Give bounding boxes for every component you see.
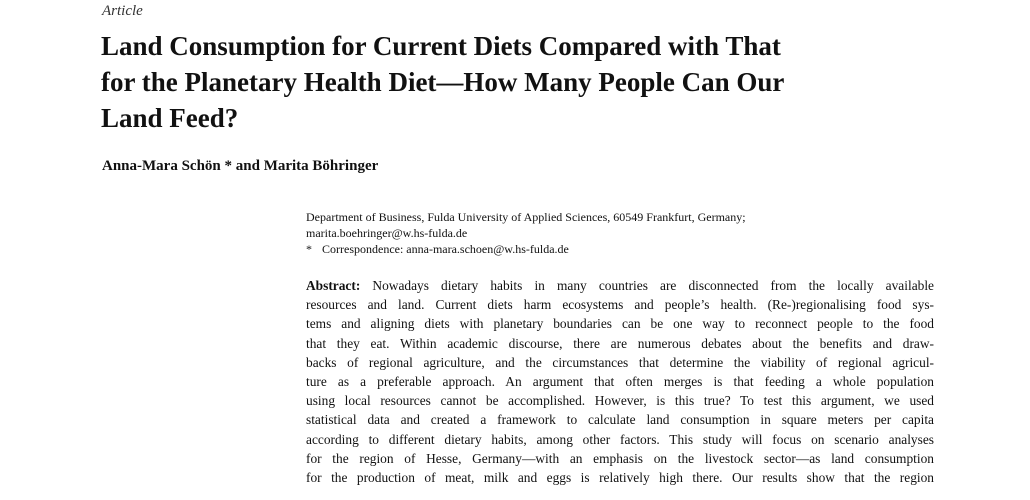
title-line: Land Feed?	[101, 103, 239, 133]
abstract-line: for the region of Hesse, Germany—with an emphasis on the livestock sector—as land consumption	[306, 450, 934, 466]
abstract-line: resources and land. Current diets harm ecosystems and people’s health. (Re-)regionalising food sys-	[306, 297, 934, 313]
abstract-line: Abstract: Nowadays dietary habits in many countries are disconnected from the locally available	[306, 278, 934, 293]
correspondence-marker: *	[306, 242, 312, 256]
article-type-label: Article	[102, 3, 143, 19]
affiliation-line: Department of Business, Fulda University of Applied Sciences, 60549 Frankfurt, Germany;	[306, 210, 746, 224]
abstract-line: that they eat. Within academic discourse, there are numerous debates about the benefits and draw-	[306, 335, 934, 351]
author-list: Anna-Mara Schön * and Marita Böhringer	[102, 158, 379, 174]
abstract-label: Abstract:	[306, 278, 361, 293]
abstract-line: according to different dietary habits, among other factors. This study will focus on scenario analyses	[306, 431, 934, 447]
correspondence-line	[306, 241, 966, 257]
correspondence-text[interactable]: Correspondence: anna-mara.schoen@w.hs-fulda.de	[322, 242, 569, 256]
title-line: Land Consumption for Current Diets Compared with That	[101, 31, 781, 61]
abstract-line: ture as a preferable approach. An argument that often merges is that feeding a whole population	[306, 374, 934, 390]
abstract	[306, 276, 934, 487]
abstract-line: statistical data and created a framework to calculate land consumption in square meters per capita	[306, 412, 934, 428]
abstract-line: for the production of meat, milk and eggs is relatively high there. Our results show that the region	[306, 470, 934, 486]
abstract-line: backs of regional agriculture, and the circumstances that determine the viability of regional agricul-	[306, 354, 934, 370]
title-line: for the Planetary Health Diet—How Many People Can Our	[101, 67, 785, 97]
abstract-line: using local resources cannot be accomplished. However, is this true? To test this argument, we used	[306, 393, 934, 409]
abstract-line: tems and aligning diets with planetary boundaries can be one way to reconnect people to the food	[306, 316, 934, 332]
affiliation-email[interactable]: marita.boehringer@w.hs-fulda.de	[306, 226, 468, 240]
article-title	[101, 28, 921, 136]
affiliation-block	[306, 209, 966, 257]
